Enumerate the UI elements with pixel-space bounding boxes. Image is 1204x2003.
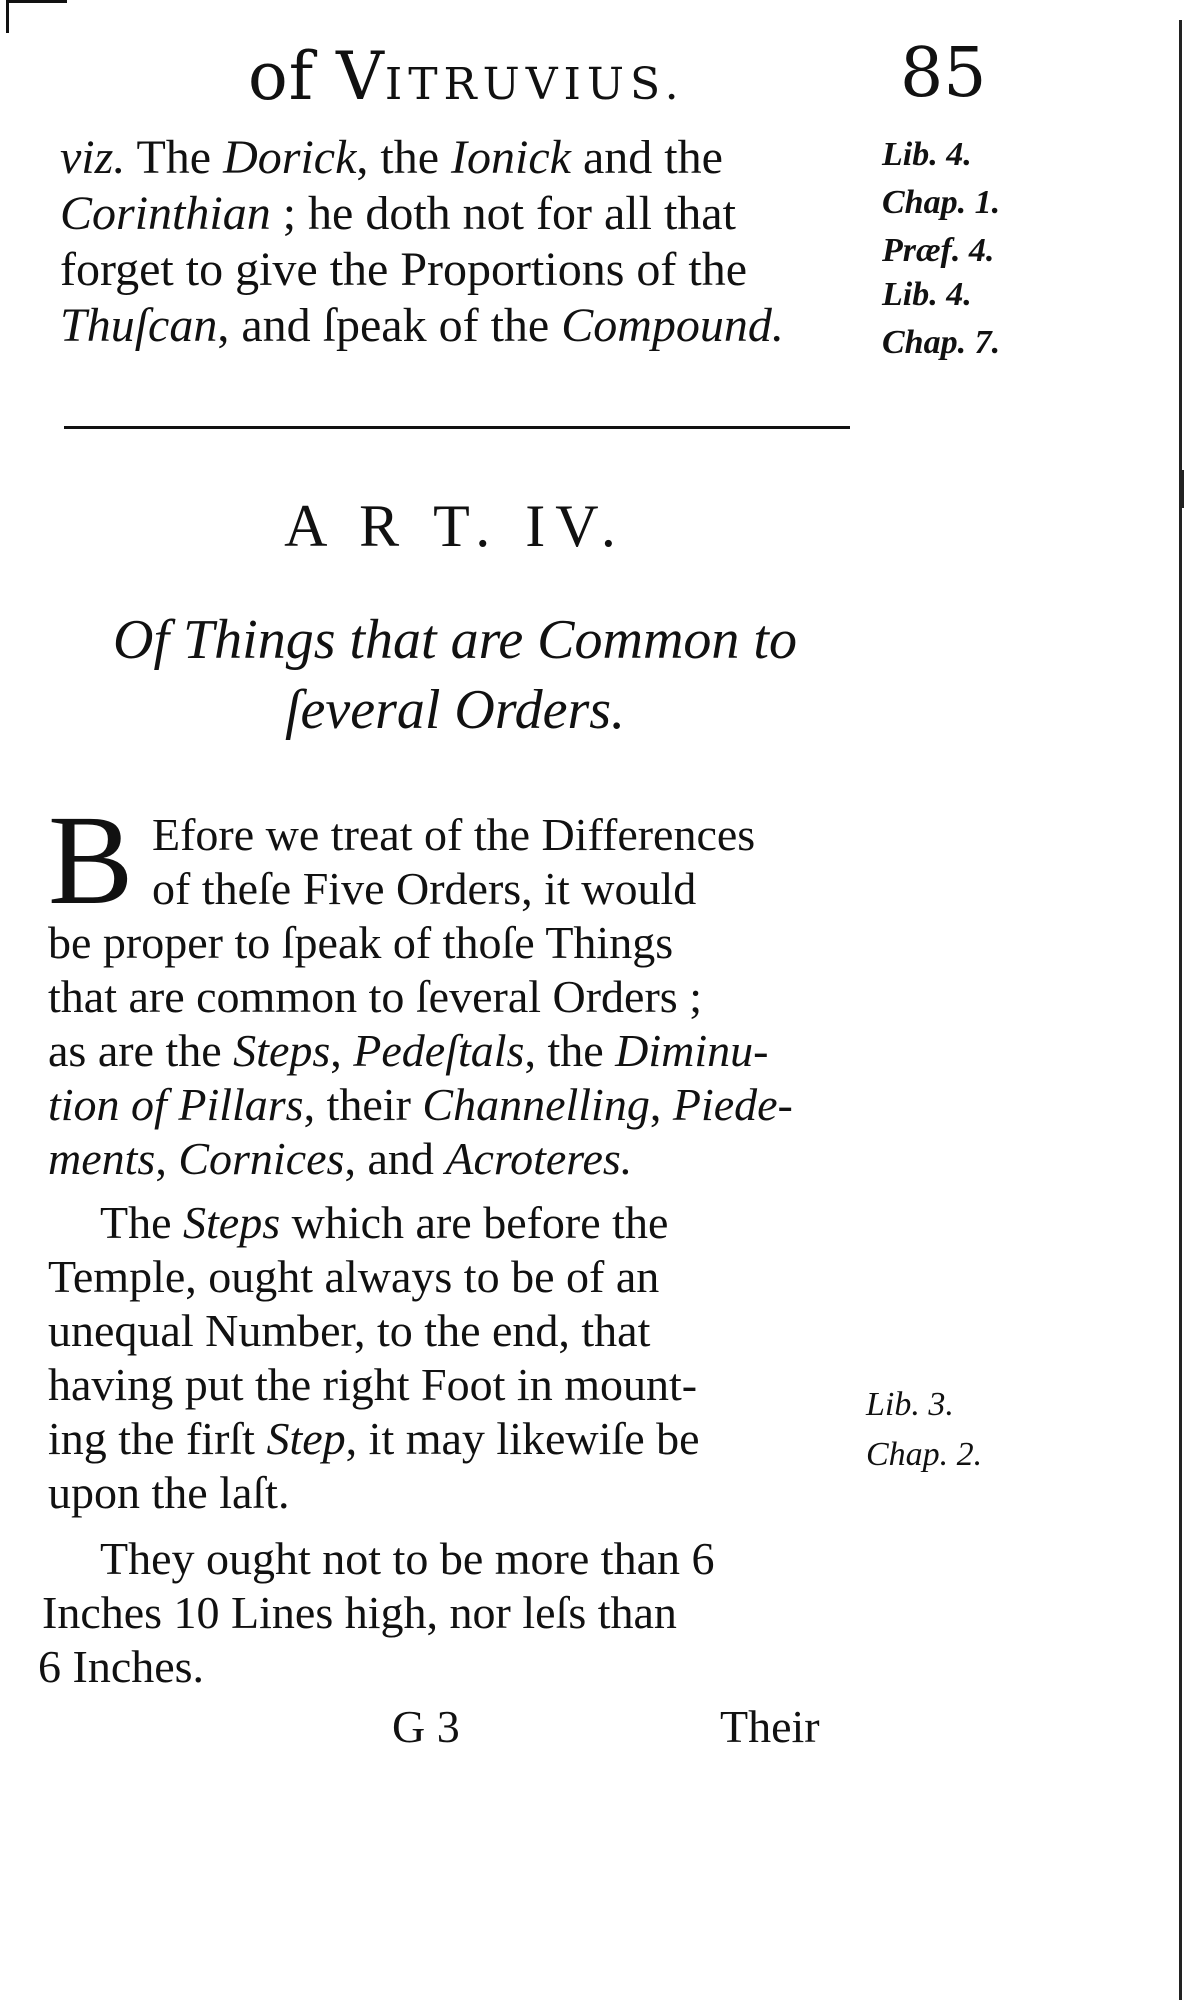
text-segment: , it may likewiſe be [345, 1413, 700, 1464]
italic-text-segment: viz. [60, 131, 126, 184]
margin-note: Lib. 4. [882, 136, 972, 173]
margin-note: Chap. 7. [882, 324, 1001, 361]
body-line [48, 916, 673, 969]
article-title-line: ſeveral Orders. [284, 679, 626, 741]
page-edge-rule [1179, 20, 1182, 2000]
catchword: Their [720, 1701, 820, 1752]
text-segment: The [125, 131, 224, 184]
intro-line [60, 298, 784, 353]
text-segment: be proper to ſpeak of thoſe Things [48, 917, 674, 968]
italic-text-segment: ments [48, 1133, 156, 1184]
italic-text-segment: Cornices [178, 1133, 345, 1184]
signature-mark: G 3 [392, 1701, 460, 1752]
text-segment: , and [344, 1133, 446, 1184]
text-segment: having put the right Foot in mount- [48, 1359, 698, 1410]
drop-cap: B [48, 789, 134, 931]
body-line [100, 1196, 668, 1249]
body-line [152, 862, 696, 915]
margin-note: Lib. 3. [866, 1386, 954, 1423]
italic-text-segment: Diminu- [615, 1025, 769, 1076]
intro-line [60, 242, 747, 297]
body-line [42, 1586, 677, 1639]
body-line [48, 1250, 659, 1303]
text-segment: that are common to ſeveral Orders ; [48, 971, 702, 1022]
section-divider-rule [64, 426, 850, 429]
running-head [248, 38, 685, 115]
page-edge-tick [1180, 470, 1184, 508]
italic-text-segment: Step [266, 1413, 346, 1464]
text-segment: , the [356, 131, 452, 184]
corner-crop-mark [6, 0, 67, 33]
italic-text-segment: Ionick [451, 131, 571, 184]
italic-text-segment: Channelling [422, 1079, 650, 1130]
intro-line [60, 186, 736, 241]
body-line [48, 1078, 793, 1131]
text-segment: , and ſpeak of the [217, 299, 562, 352]
text-segment: , [155, 1133, 179, 1184]
italic-text-segment: Corinthian [60, 187, 271, 240]
body-line [48, 1304, 650, 1357]
text-segment: ; he doth not for all that [270, 187, 736, 240]
margin-note: Chap. 2. [866, 1436, 983, 1473]
italic-text-segment: Acroteres. [445, 1133, 633, 1184]
body-line [48, 1132, 632, 1185]
italic-text-segment: Piede- [672, 1079, 793, 1130]
text-segment: 6 Inches. [38, 1641, 205, 1692]
text-segment: upon the laſt. [48, 1467, 290, 1518]
italic-text-segment: Steps [183, 1197, 281, 1248]
text-segment: and the [570, 131, 723, 184]
body-line [48, 970, 702, 1023]
margin-note: Præf. 4. [882, 232, 995, 269]
text-segment: They ought not to be more than 6 [100, 1533, 715, 1584]
page-number: 85 [900, 34, 987, 113]
text-segment: , [649, 1079, 673, 1130]
text-segment: , their [303, 1079, 423, 1130]
running-head-smallcaps: ITRUVIUS. [384, 59, 685, 110]
text-segment: The [100, 1197, 184, 1248]
body-line [48, 1024, 769, 1077]
italic-text-segment: Dorick [223, 131, 357, 184]
intro-line [60, 130, 723, 185]
text-segment: Efore we treat of the Differences [152, 809, 756, 860]
margin-note: Chap. 1. [882, 184, 1001, 221]
body-line [48, 1412, 700, 1465]
body-line [48, 1466, 289, 1519]
text-segment: which are before the [280, 1197, 669, 1248]
body-line [100, 1532, 715, 1585]
text-segment: , [330, 1025, 354, 1076]
body-line [48, 1358, 697, 1411]
text-segment: Inches 10 Lines high, nor leſs than [42, 1587, 677, 1638]
article-title-line: Of Things that are Common to [113, 609, 797, 671]
text-segment: as are the [48, 1025, 234, 1076]
text-segment: , the [524, 1025, 616, 1076]
body-line [152, 808, 755, 861]
text-segment: Temple, ought always to be of an [48, 1251, 660, 1302]
text-segment: unequal Number, to the end, that [48, 1305, 651, 1356]
italic-text-segment: Steps [233, 1025, 331, 1076]
running-head-prefix: of V [248, 38, 385, 115]
article-heading: A R T. IV. [284, 493, 626, 559]
italic-text-segment: tion of Pillars [48, 1079, 304, 1130]
body-line [38, 1640, 204, 1693]
italic-text-segment: Thuſcan [60, 299, 218, 352]
text-segment: of theſe Five Orders, it would [152, 863, 697, 914]
text-segment: forget to give the Proportions of the [60, 243, 747, 296]
margin-note: Lib. 4. [882, 276, 972, 313]
italic-text-segment: Pedeſtals [353, 1025, 525, 1076]
text-segment: ing the firſt [48, 1413, 267, 1464]
italic-text-segment: Compound. [561, 299, 784, 352]
